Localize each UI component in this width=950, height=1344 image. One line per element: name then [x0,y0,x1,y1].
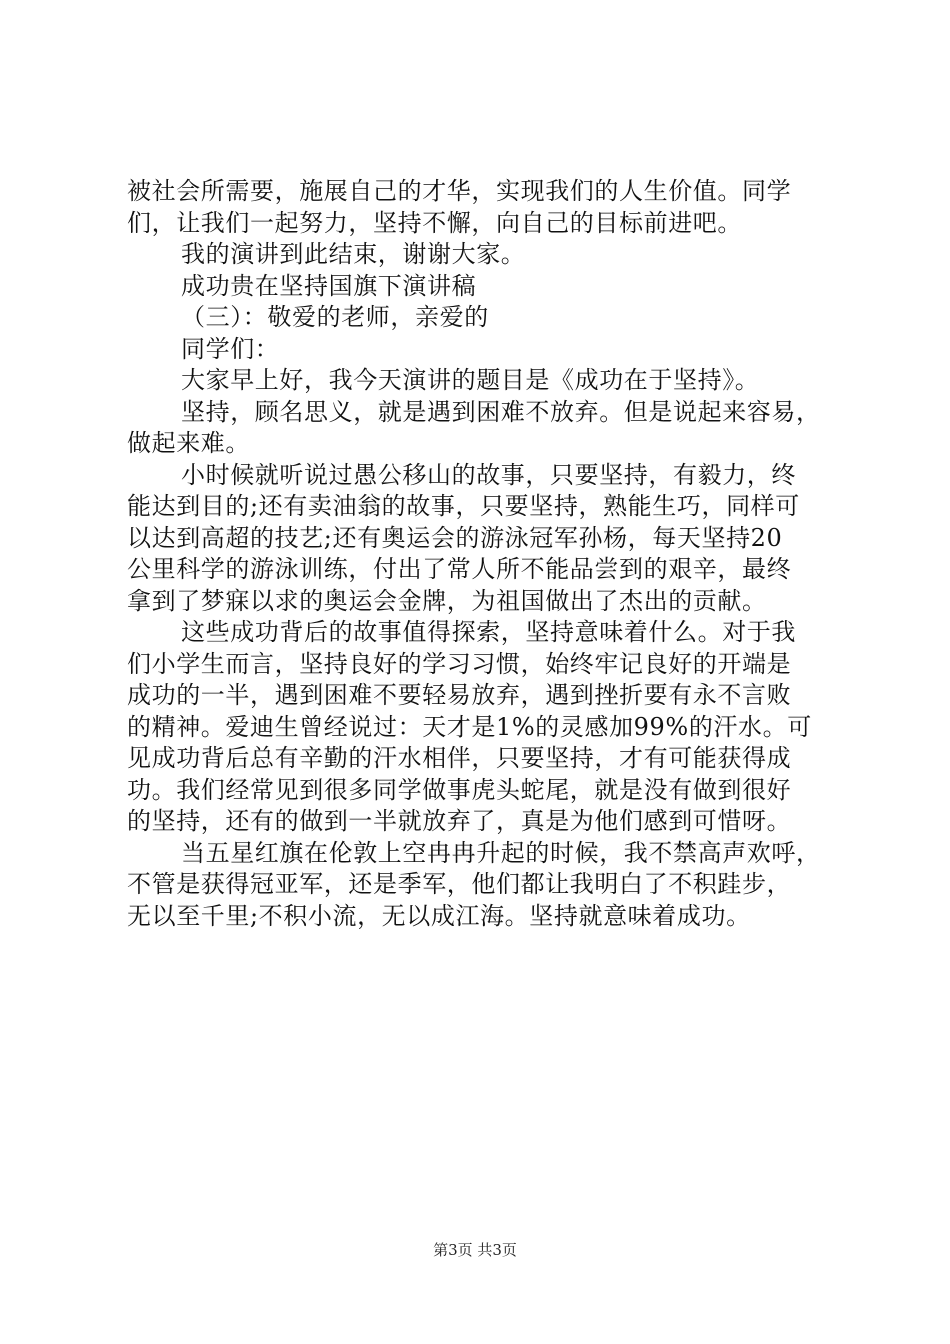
text-line: 公里科学的游泳训练，付出了常人所不能品尝到的艰辛，最终 [127,555,792,583]
text-line: 以达到高超的技艺;还有奥运会的游泳冠军孙杨，每天坚持20 [127,523,783,552]
text-line: 同学们： [181,334,280,363]
document-body [127,176,847,932]
text-line: 大家早上好，我今天演讲的题目是《成功在于坚持》。 [181,366,760,394]
text-line: 当五星红旗在伦敦上空冉冉升起的时候，我不禁高声欢呼， [181,838,821,867]
text-line: 无以至千里;不积小流，无以成江海。坚持就意味着成功。 [127,901,751,930]
heading-line: 成功贵在坚持国旗下演讲稿 [181,271,477,300]
text-line: 小时候就听说过愚公移山的故事，只要坚持，有毅力，终 [181,460,796,489]
text-line: 这些成功背后的故事值得探索，坚持意味着什么。对于我 [181,618,796,646]
text-line: 的精神。爱迪生曾经说过：天才是1%的灵感加99%的汗水。可 [127,712,812,741]
text-line: 见成功背后总有辛勤的汗水相伴，只要坚持，才有可能获得成 [127,744,792,772]
text-line: 们，让我们一起努力，坚持不懈，向自己的目标前进吧。 [127,208,742,237]
text-line: 们小学生而言，坚持良好的学习习惯，始终牢记良好的开端是 [127,649,792,678]
text-line: 的坚持，还有的做到一半就放弃了，真是为他们感到可惜呀。 [127,807,792,835]
text-line: 坚持，顾名思义，就是遇到困难不放弃。但是说起来容易， [181,397,821,426]
text-line: 拿到了梦寐以求的奥运会金牌，为祖国做出了杰出的贡献。 [127,586,767,615]
text-line: 做起来难。 [127,429,250,457]
text-line: 能达到目的;还有卖油翁的故事，只要坚持，熟能生巧，同样可 [127,492,800,520]
text-line: 不管是获得冠亚军，还是季军，他们都让我明白了不积跬步， [127,870,792,898]
text-line: 成功的一半，遇到困难不要轻易放弃，遇到挫折要有永不言败 [127,681,792,709]
page-number-footer: 第3页 共3页 [433,1241,517,1259]
text-line: 被社会所需要，施展自己的才华，实现我们的人生价值。同学 [127,177,792,205]
text-line: 我的演讲到此结束，谢谢大家。 [181,240,526,268]
text-line: 功。我们经常见到很多同学做事虎头蛇尾，就是没有做到很好 [127,775,792,804]
text-line: （三）：敬爱的老师，亲爱的 [181,303,489,331]
